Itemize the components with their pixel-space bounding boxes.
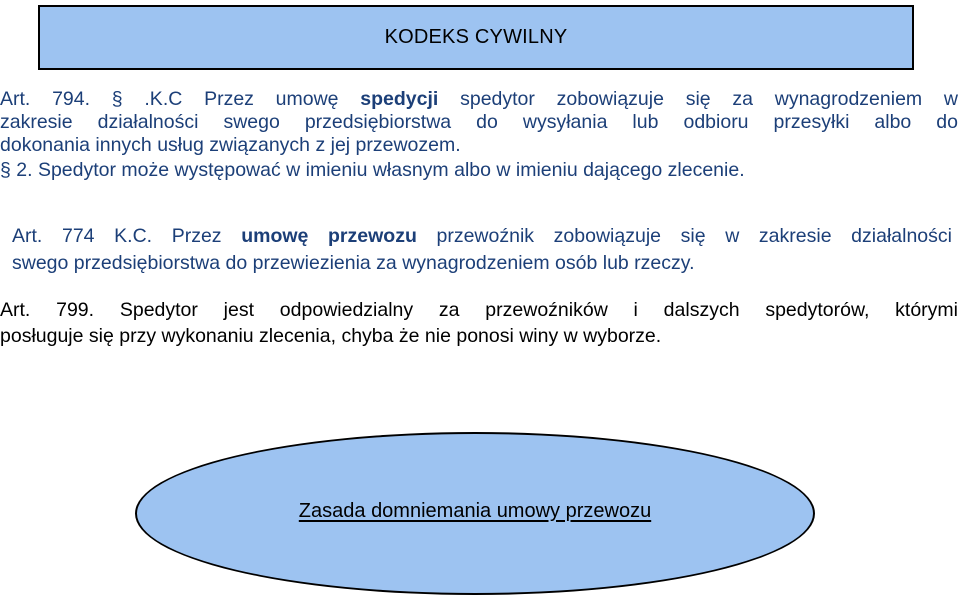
title-banner: [38, 5, 914, 70]
presumption-ellipse: [135, 432, 815, 595]
article-799-line-1: Art. 799. Spedytor jest odpowiedzialny za przewoźników i dalszych spedytorów, którymi: [0, 299, 958, 321]
article-794: [0, 88, 958, 182]
article-774-line-1-suffix: przewoźnik zobowiązuje się w zakresie działalności: [416, 225, 952, 247]
article-794-line-3: dokonania innych usług związanych z jej przewozem.: [0, 134, 461, 156]
article-794-line-1-suffix: spedytor zobowiązuje się za wynagrodzeniem w: [438, 88, 958, 110]
article-794-line-2: zakresie działalności swego przedsiębiorstwa do wysyłania lub odbioru przesyłki albo do: [0, 111, 958, 133]
article-799: [0, 299, 958, 348]
article-794-line-1: [0, 88, 958, 111]
article-774-line-2: swego przedsiębiorstwa do przewiezienia za wynagrodzeniem osób lub rzeczy.: [12, 252, 695, 274]
article-794-keyword: spedycji: [360, 88, 439, 110]
article-794-paragraph-2: § 2. Spedytor może występować w imieniu własnym albo w imieniu dającego zlecenie.: [0, 159, 745, 181]
presumption-text: Zasada domniemania umowy przewozu: [298, 500, 652, 522]
title-text: KODEKS CYWILNY: [384, 26, 568, 48]
article-794-line-1-prefix: Art. 794. § .K.C Przez umowę: [0, 88, 361, 110]
article-774-line-1: [12, 225, 952, 248]
article-774: [12, 225, 952, 275]
article-774-keyword: umowę przewozu: [241, 225, 417, 247]
article-799-line-2: posługuje się przy wykonaniu zlecenia, chyba że nie ponosi winy w wyborze.: [0, 325, 662, 347]
article-774-line-1-prefix: Art. 774 K.C. Przez: [12, 225, 242, 247]
